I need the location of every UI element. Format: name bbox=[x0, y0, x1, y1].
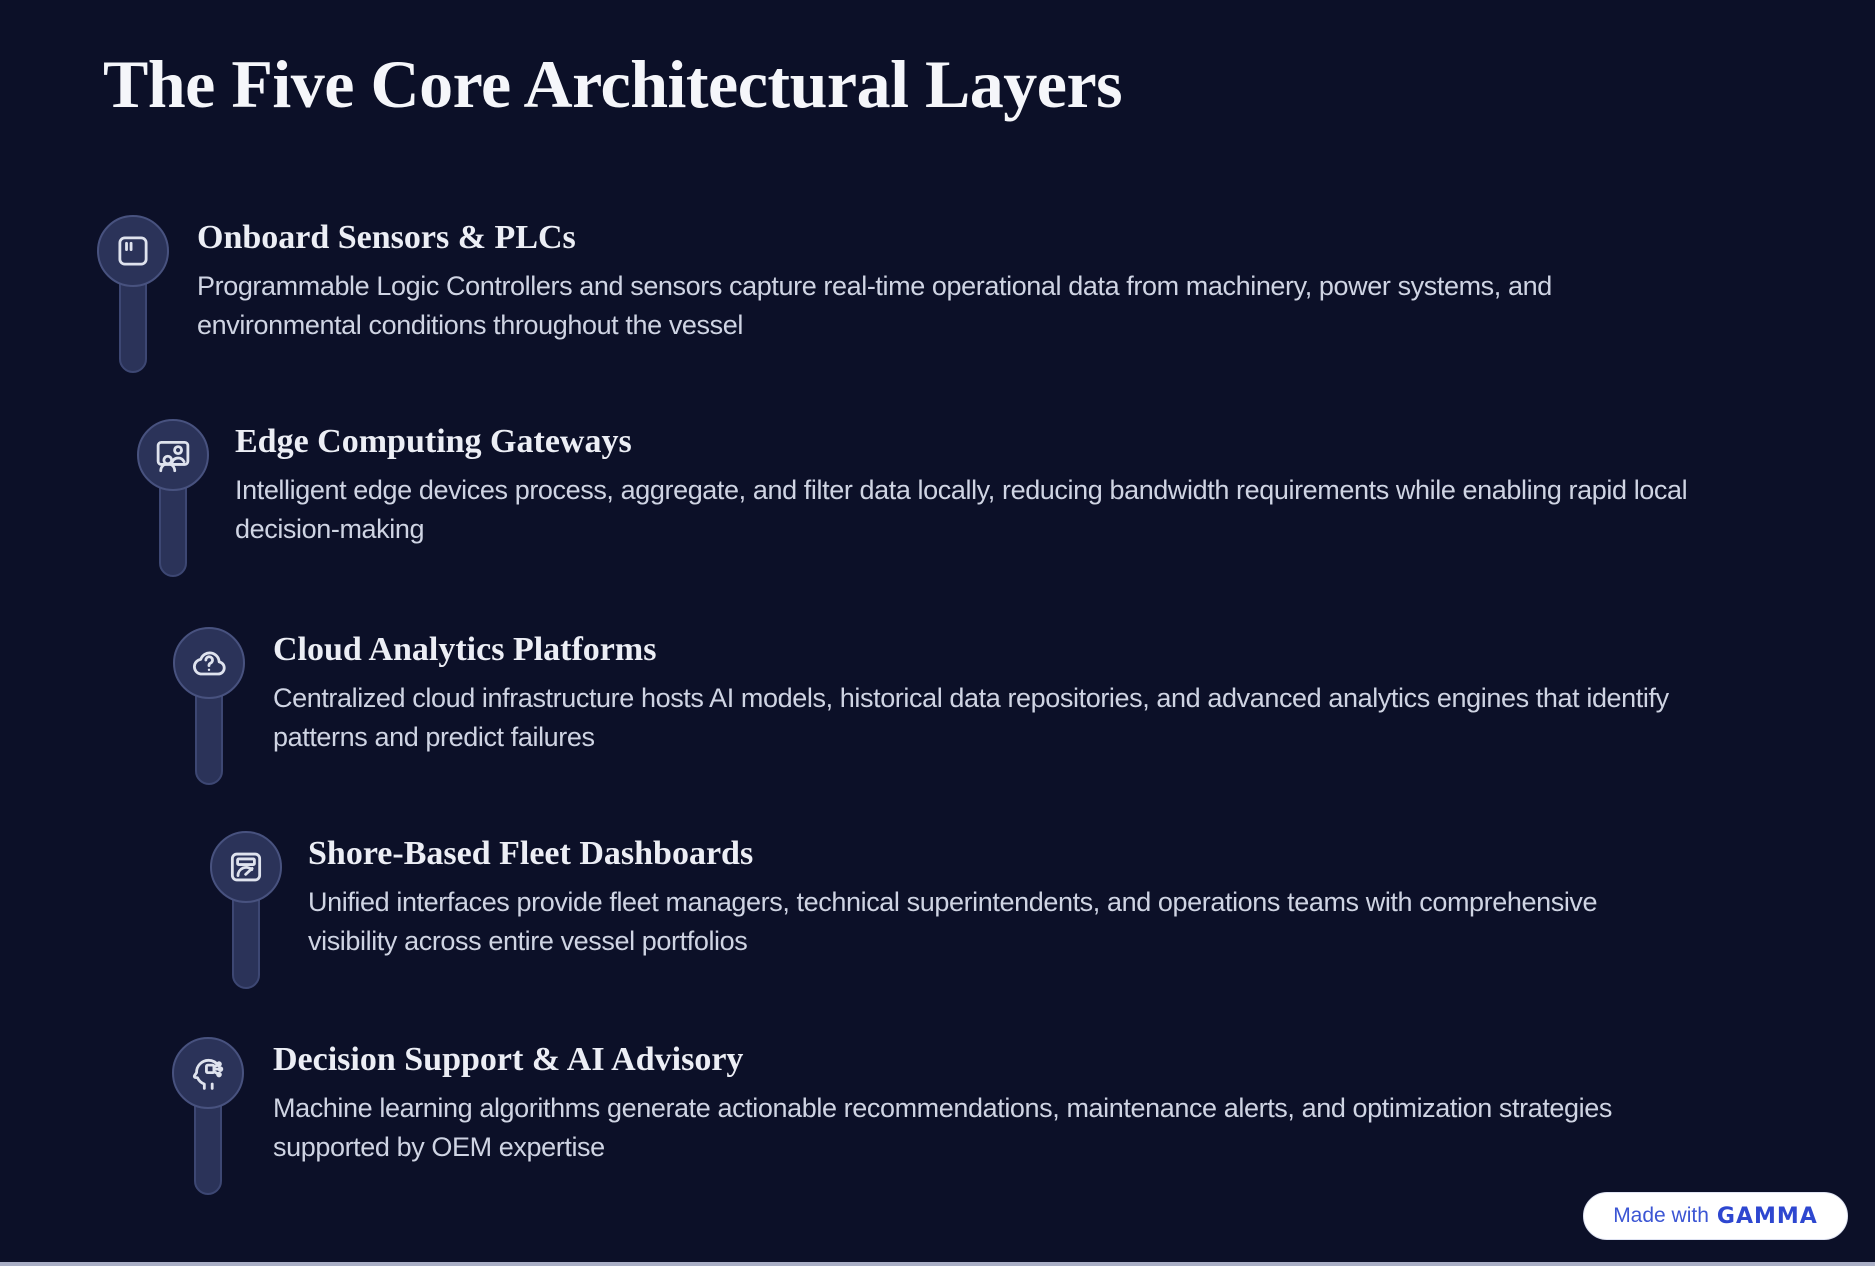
plc-panel-icon bbox=[112, 230, 154, 272]
layer-title: Onboard Sensors & PLCs bbox=[197, 219, 576, 256]
layer-description bbox=[308, 883, 1597, 961]
layer-title: Edge Computing Gateways bbox=[235, 423, 632, 460]
layer-title: Decision Support & AI Advisory bbox=[273, 1041, 744, 1078]
desc-line: supported by OEM expertise bbox=[273, 1132, 605, 1162]
desc-line: Intelligent edge devices process, aggregate, and filter data locally, reducing bandwidth requirements while enabling rapid local bbox=[235, 475, 1688, 505]
layer-description bbox=[273, 679, 1669, 757]
timeline-pin bbox=[172, 1037, 244, 1231]
timeline-pin bbox=[210, 831, 282, 1025]
desc-line: decision-making bbox=[235, 514, 425, 544]
icon-bubble bbox=[97, 215, 169, 287]
desc-line: Machine learning algorithms generate actionable recommendations, maintenance alerts, and optimization strategies bbox=[273, 1093, 1612, 1123]
icon-bubble bbox=[172, 1037, 244, 1109]
desc-line: environmental conditions throughout the vessel bbox=[197, 310, 743, 340]
timeline-pin bbox=[173, 627, 245, 821]
layer-description bbox=[197, 267, 1552, 345]
layer-title: Cloud Analytics Platforms bbox=[273, 631, 657, 668]
page-title: The Five Core Architectural Layers bbox=[103, 46, 1123, 122]
timeline-pin bbox=[97, 215, 169, 409]
desc-line: visibility across entire vessel portfolios bbox=[308, 926, 748, 956]
desc-line: Programmable Logic Controllers and sensors capture real-time operational data from machinery, power systems, and bbox=[197, 271, 1552, 301]
desc-line: Centralized cloud infrastructure hosts AI models, historical data repositories, and advanced analytics engines that identify bbox=[273, 683, 1669, 713]
cloud-question-icon bbox=[188, 642, 230, 684]
made-with-label: Made with bbox=[1613, 1204, 1709, 1227]
desc-line: patterns and predict failures bbox=[273, 722, 595, 752]
icon-bubble bbox=[210, 831, 282, 903]
made-with-gamma-badge[interactable] bbox=[1583, 1192, 1848, 1240]
gamma-logo: GAMMA bbox=[1716, 1203, 1818, 1229]
layer-description bbox=[273, 1089, 1612, 1167]
ai-head-circuit-icon bbox=[187, 1052, 229, 1094]
bottom-edge-strip bbox=[0, 1262, 1875, 1266]
layer-title: Shore-Based Fleet Dashboards bbox=[308, 835, 754, 872]
icon-bubble bbox=[173, 627, 245, 699]
gauge-dashboard-icon bbox=[225, 846, 267, 888]
desc-line: Unified interfaces provide fleet managers, technical superintendents, and operations teams with comprehensive bbox=[308, 887, 1598, 917]
layer-description bbox=[235, 471, 1687, 549]
timeline-pin bbox=[137, 419, 209, 613]
screen-share-user-icon bbox=[152, 434, 194, 476]
icon-bubble bbox=[137, 419, 209, 491]
